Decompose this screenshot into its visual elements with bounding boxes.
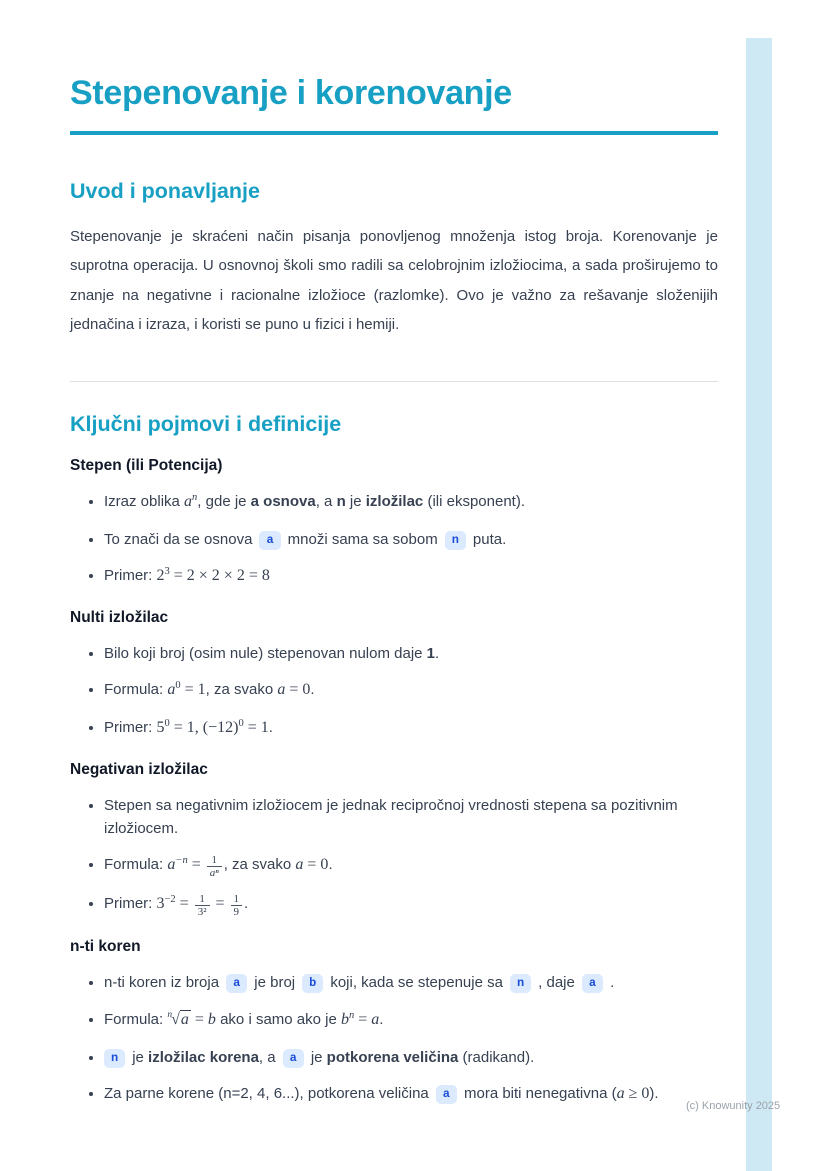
- section-divider: [70, 381, 718, 382]
- math-expression: 5: [156, 718, 165, 736]
- fraction: [195, 893, 210, 918]
- math-expression: =: [190, 1010, 208, 1028]
- document-content: [70, 0, 718, 1120]
- subsection-heading: Negativan izložilac: [70, 760, 208, 778]
- math-expression: = 1, (−12): [169, 718, 239, 736]
- fraction-denominator: 9: [231, 905, 243, 918]
- page-edge-stripe: [746, 38, 772, 1171]
- bullet-list: [70, 971, 718, 1106]
- math-variable: a: [167, 681, 176, 699]
- radical-sign: √: [171, 1010, 180, 1028]
- watermark-text: (c) Knowunity 2025: [686, 1100, 781, 1112]
- bold-text: izložilac: [365, 493, 424, 511]
- math-variable: a: [295, 856, 304, 874]
- text-run: Za parne korene (n=2, 4, 6...), potkorena veličina: [104, 1084, 429, 1102]
- bold-text: a osnova: [250, 493, 316, 511]
- text-run: Formula:: [104, 681, 168, 699]
- math-variable: b: [207, 1010, 216, 1028]
- list-item: [104, 971, 718, 994]
- radical: [167, 1011, 191, 1028]
- math-superscript: n: [192, 492, 198, 504]
- list-item: [104, 1046, 718, 1069]
- fraction-numerator: 1: [199, 893, 205, 906]
- math-superscript: 0: [175, 680, 181, 692]
- fraction-denominator: 3²: [195, 905, 210, 918]
- text-run: , za svako: [223, 856, 296, 874]
- list-item: [104, 853, 718, 879]
- text-run: je: [345, 493, 366, 511]
- fraction-numerator: 1: [211, 854, 217, 867]
- math-expression: = 0: [303, 856, 329, 874]
- bullet-list: [70, 642, 718, 741]
- text-run: ).: [649, 1084, 659, 1102]
- text-run: Bilo koji broj (osim nule) stepenovan nulom daje: [104, 644, 427, 662]
- intro-paragraph: Stepenovanje je skraćeni način pisanja ponovljenog množenja istog broja. Korenovanje je suprotna operacija. U osnovnoj školi smo radili sa celobrojnim izložiocima, a sada proširujemo to znanje na negativne i racionalne izložioce (razlomke). Ovo je važno za rešavanje složenijih jednačina i izraza, i koristi se puno u fizici i hemiji.: [70, 228, 718, 333]
- text-run: .: [328, 856, 333, 874]
- text-run: Stepen sa negativnim izložiocem je jednak recipročnoj vrednosti stepena sa pozitivnim izložiocem.: [104, 796, 678, 838]
- text-run: Formula:: [104, 1010, 168, 1028]
- math-superscript: 3: [164, 566, 170, 578]
- radicand: a: [180, 1010, 189, 1028]
- math-superscript: −2: [164, 894, 176, 906]
- inline-code-badge: a: [259, 531, 280, 550]
- fraction: [231, 893, 243, 918]
- math-expression: 3: [156, 895, 165, 913]
- math-variable: a: [616, 1084, 625, 1102]
- math-expression: =: [187, 856, 205, 874]
- math-expression: =: [211, 895, 229, 913]
- text-run: je broj: [254, 974, 296, 992]
- bold-text: potkorena veličina: [326, 1048, 459, 1066]
- text-run: Primer:: [104, 895, 157, 913]
- list-item: [104, 490, 718, 515]
- math-superscript: n: [348, 1009, 355, 1021]
- list-item: [104, 1082, 718, 1107]
- text-run: Formula:: [104, 856, 168, 874]
- fraction: [207, 854, 222, 879]
- math-expression: = 1: [243, 718, 269, 736]
- text-run: (ili eksponent).: [423, 493, 525, 511]
- text-run: .: [435, 644, 440, 662]
- page-title: Stepenovanje i korenovanje: [70, 74, 512, 112]
- math-expression: = 2 × 2 × 2 = 8: [169, 567, 270, 585]
- text-run: Izraz oblika: [104, 493, 185, 511]
- text-run: mora biti nenegativna (: [463, 1084, 617, 1102]
- text-run: ako i samo ako je: [215, 1010, 341, 1028]
- bold-text: izložilac korena: [148, 1048, 259, 1066]
- inline-code-badge: n: [104, 1049, 125, 1068]
- text-run: To znači da se osnova: [104, 530, 253, 548]
- text-run: n-ti koren iz broja: [104, 974, 220, 992]
- bullet-list: [70, 490, 718, 589]
- text-run: .: [379, 1010, 384, 1028]
- bold-text: 1: [426, 644, 436, 662]
- text-run: , a: [315, 493, 337, 511]
- list-item: [104, 892, 718, 918]
- fraction-denominator: aⁿ: [207, 866, 222, 879]
- list-item: [104, 1008, 718, 1033]
- text-run: je: [310, 1048, 327, 1066]
- text-run: Primer:: [104, 718, 157, 736]
- math-variable: a: [371, 1010, 380, 1028]
- intro-heading: Uvod i ponavljanje: [70, 179, 260, 204]
- math-superscript: 0: [164, 717, 170, 729]
- text-run: .: [610, 974, 615, 992]
- text-run: množi sama sa sobom: [287, 530, 438, 548]
- text-run: .: [310, 681, 315, 699]
- list-item: [104, 564, 718, 589]
- section-concepts: [70, 412, 718, 1106]
- bold-text: n: [336, 493, 346, 511]
- subsection-heading: Stepen (ili Potencija): [70, 457, 223, 475]
- subsection-heading: Nulti izložilac: [70, 608, 169, 626]
- text-run: (radikand).: [458, 1048, 535, 1066]
- subsections-container: [70, 457, 718, 1106]
- math-expression: =: [354, 1010, 372, 1028]
- text-run: je: [132, 1048, 149, 1066]
- list-item: [104, 642, 718, 665]
- math-variable: b: [340, 1010, 349, 1028]
- inline-code-badge: b: [302, 974, 323, 993]
- math-expression: =: [175, 895, 193, 913]
- inline-code-badge: n: [510, 974, 531, 993]
- math-variable: a: [167, 856, 176, 874]
- concepts-heading: Ključni pojmovi i definicije: [70, 412, 342, 437]
- text-run: .: [268, 718, 273, 736]
- text-run: , gde je: [197, 493, 251, 511]
- bullet-list: [70, 794, 718, 919]
- inline-code-badge: a: [226, 974, 247, 993]
- text-run: , a: [258, 1048, 276, 1066]
- inline-code-badge: a: [582, 974, 603, 993]
- radical-index: n: [167, 1009, 173, 1020]
- math-superscript: −n: [175, 855, 188, 867]
- text-run: , za svako: [205, 681, 278, 699]
- list-item: [104, 678, 718, 703]
- fraction-numerator: 1: [233, 893, 240, 906]
- math-variable: a: [277, 681, 286, 699]
- math-expression: ≥ 0: [624, 1084, 650, 1102]
- inline-code-badge: a: [283, 1049, 304, 1068]
- math-superscript: 0: [238, 717, 244, 729]
- text-run: , daje: [538, 974, 575, 992]
- title-underline: [70, 131, 718, 135]
- section-intro: [70, 179, 718, 339]
- text-run: .: [244, 895, 249, 913]
- math-expression: = 0: [285, 681, 311, 699]
- math-expression: = 1: [180, 681, 206, 699]
- list-item: [104, 716, 718, 741]
- math-expression: 2: [156, 567, 165, 585]
- text-run: Primer:: [104, 567, 157, 585]
- inline-code-badge: a: [436, 1085, 457, 1104]
- list-item: [104, 794, 718, 841]
- text-run: puta.: [472, 530, 507, 548]
- text-run: koji, kada se stepenuje sa: [330, 974, 503, 992]
- math-variable: a: [184, 493, 193, 511]
- inline-code-badge: n: [445, 531, 466, 550]
- list-item: [104, 528, 718, 551]
- subsection-heading: n-ti koren: [70, 938, 141, 956]
